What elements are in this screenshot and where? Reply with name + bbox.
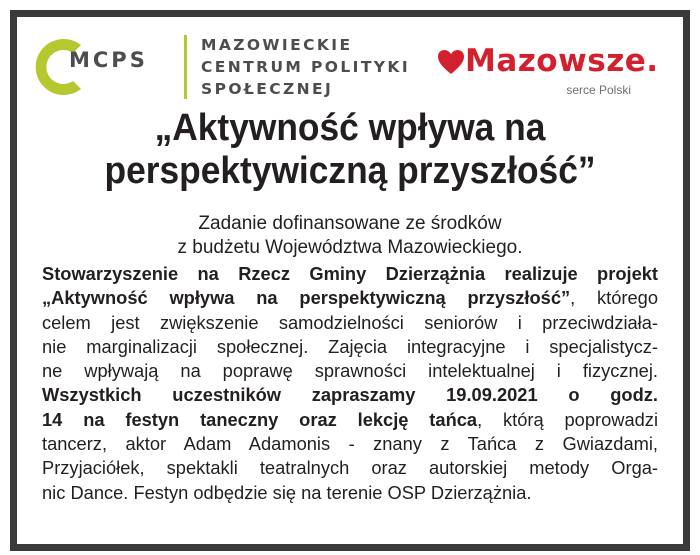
funding-note-line: z budżetu Województwa Mazowieckiego. xyxy=(177,237,523,258)
body-line xyxy=(42,286,658,310)
funding-note-line: Zadanie dofinansowane ze środków xyxy=(198,213,502,234)
body-text-segment: , którego xyxy=(570,287,658,309)
logo-divider xyxy=(184,35,187,99)
invitation-text: Wszystkich uczestników zapraszamy 19.09.2021 o godz. xyxy=(42,384,658,406)
body-line: tancerz, aktor Adam Adamonis - znany z Tańca z Gwiazdami, xyxy=(42,433,658,455)
title-line: „Aktywność wpływa na xyxy=(154,107,546,149)
poster-frame xyxy=(10,10,690,551)
body-line: nie marginalizacji społecznej. Zajęcia integracyjne i specjalistycz- xyxy=(42,335,658,357)
mcps-name-line: MAZOWIECKIE xyxy=(201,36,353,54)
project-description xyxy=(42,262,658,505)
body-line: nic Dance. Festyn odbędzie się na terenie OSP Dzierzążnia. xyxy=(42,481,532,503)
project-name: „Aktywność wpływa na perspektywiczną przyszłość” xyxy=(42,287,571,309)
poster-title xyxy=(40,107,659,193)
body-line: ne wpływają na poprawę sprawności intelektualnej i fizycznej. xyxy=(42,360,658,382)
funding-note xyxy=(17,212,683,260)
heart-icon xyxy=(437,49,465,75)
body-line xyxy=(42,262,658,286)
body-line: celem jest zwiększenie samodzielności seniorów i przeciwdziała- xyxy=(42,311,658,333)
body-line xyxy=(42,383,658,407)
mcps-full-name xyxy=(201,34,410,100)
mcps-logo-text: MCPS xyxy=(69,48,148,72)
mazowsze-logo-text: Mazowsze. xyxy=(465,43,659,79)
mcps-name-line: CENTRUM POLITYKI xyxy=(201,58,411,76)
title-line: perspektywiczną przyszłość” xyxy=(104,150,596,192)
mazowsze-tagline: serce Polski xyxy=(566,83,631,97)
organizer-text: Stowarzyszenie na Rzecz Gminy Dzierzążnia realizuje projekt xyxy=(42,263,658,284)
mazowsze-logo xyxy=(437,43,657,103)
body-line xyxy=(42,408,658,432)
mcps-name-line: SPOŁECZNEJ xyxy=(201,80,334,98)
event-text: 14 na festyn taneczny oraz lekcję tańca xyxy=(42,408,478,430)
body-line: Przyjaciółek, spektakli teatralnych oraz autorskiej metody Orga- xyxy=(42,457,658,479)
body-text-segment: , którą poprowadzi xyxy=(477,408,659,430)
